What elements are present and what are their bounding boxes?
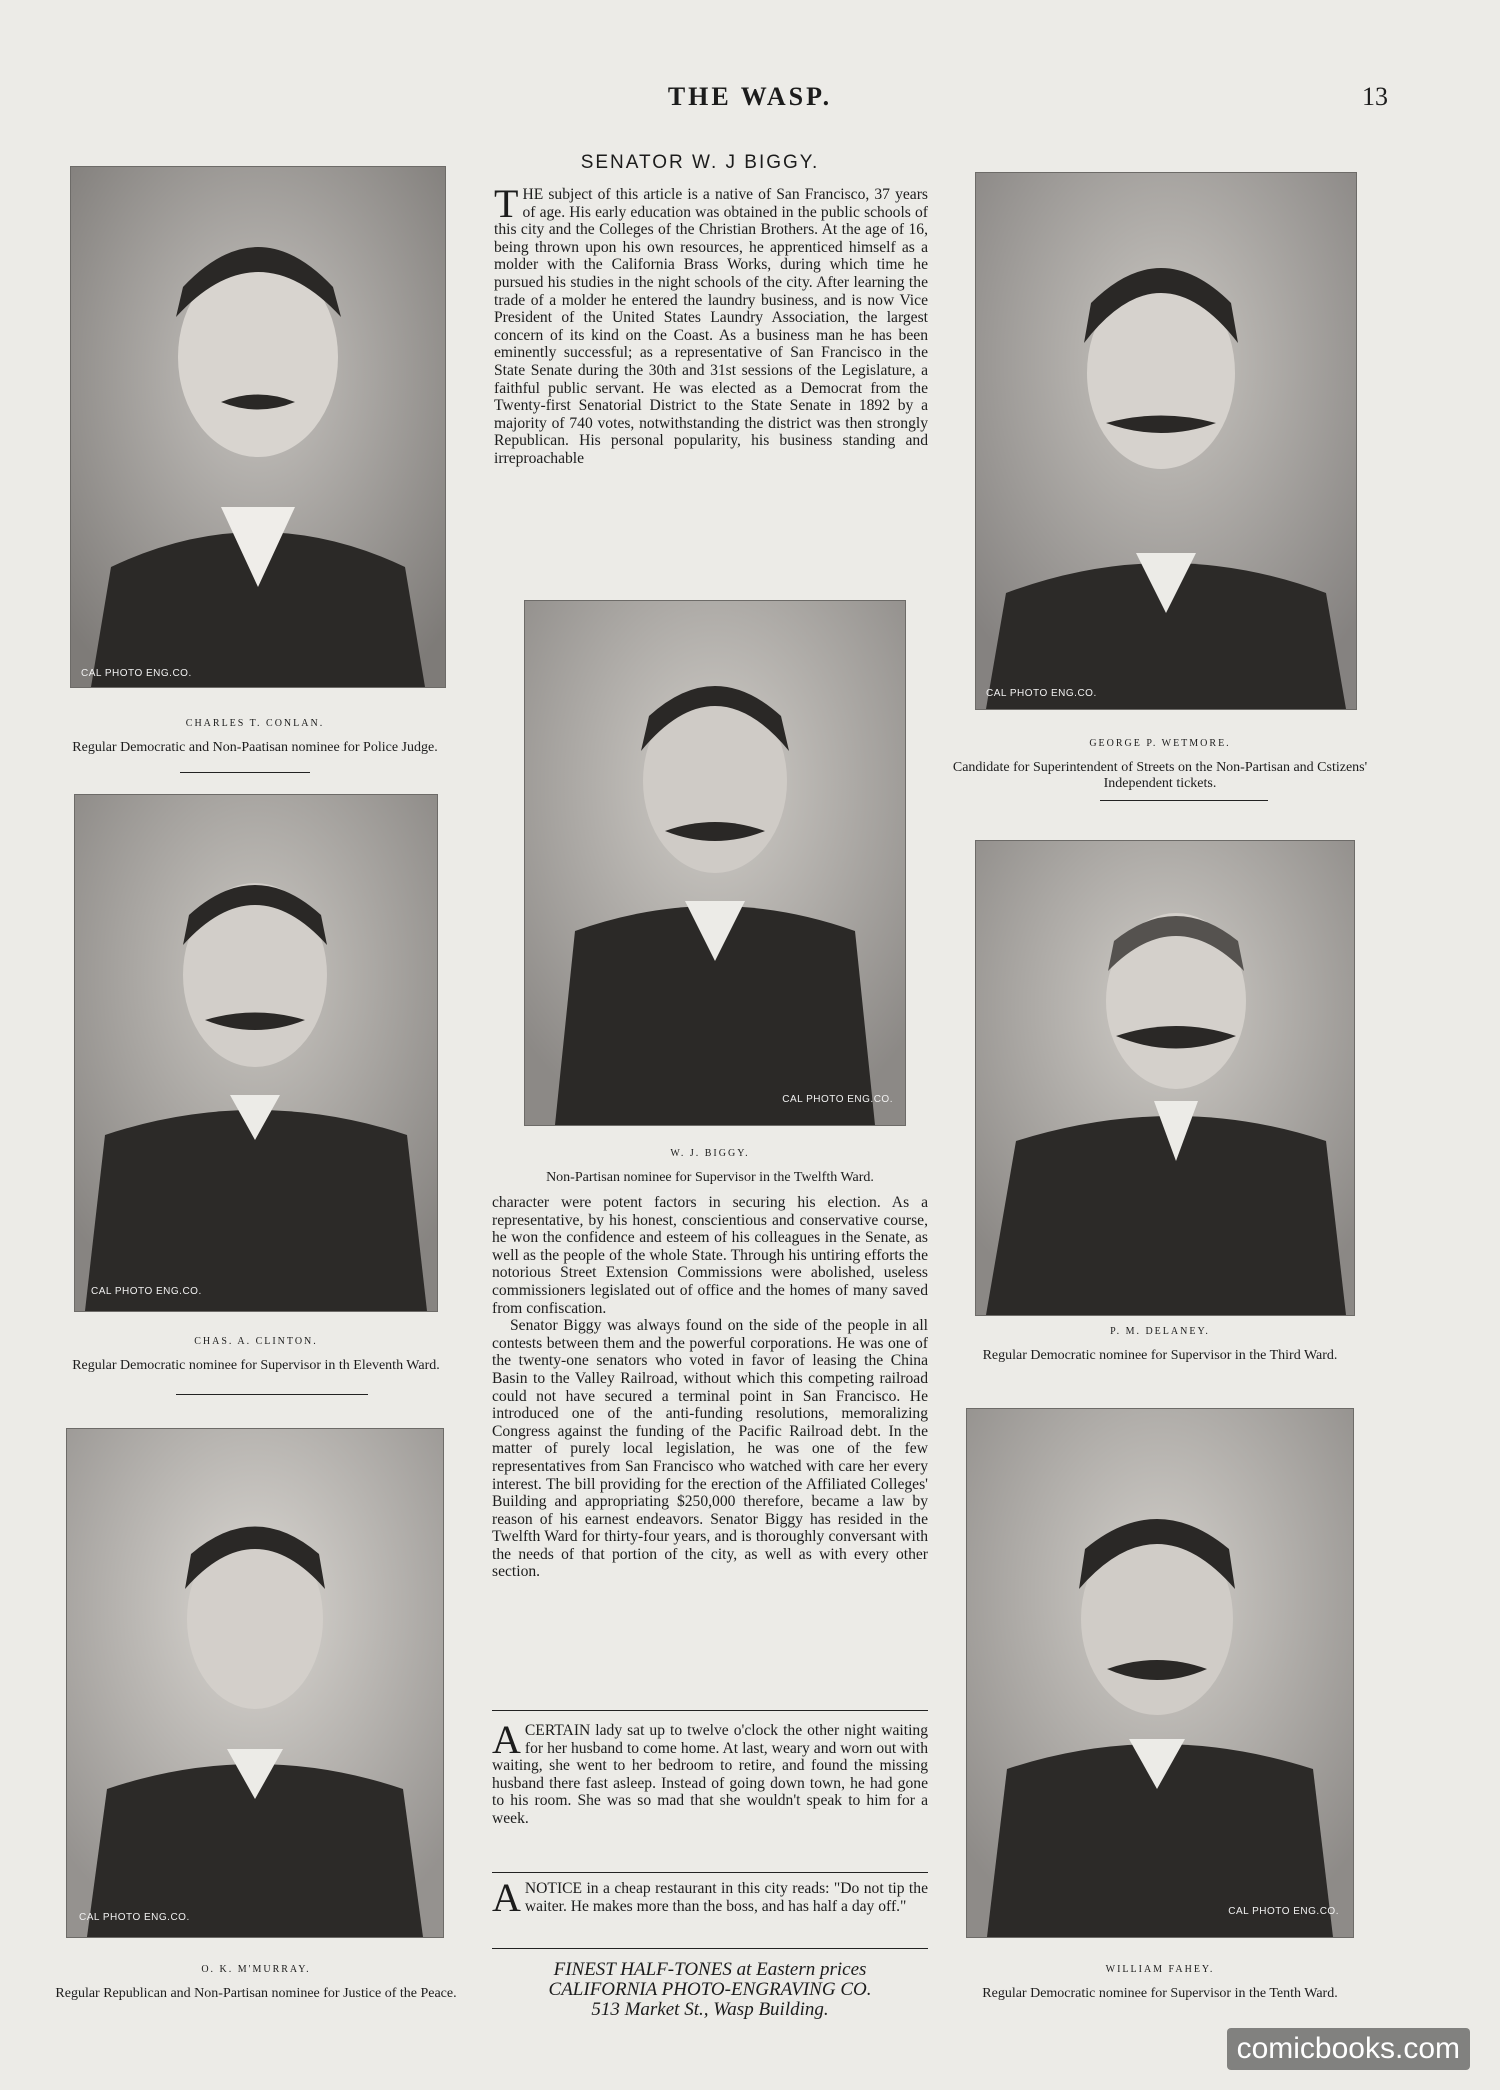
portrait-name: CHAS. A. CLINTON. [194, 1336, 318, 1347]
portrait-photo-wetmore [975, 172, 1357, 710]
photo-credit: CAL PHOTO ENG.CO. [81, 668, 192, 679]
divider [492, 1710, 928, 1711]
anecdote-text: NOTICE in a cheap restaurant in this city reads: "Do not tip the waiter. He makes more than the boss, and has half a day off." [524, 1880, 928, 1915]
portrait-name: O. K. M'MURRAY. [201, 1964, 311, 1975]
drop-cap: A [492, 1875, 521, 1920]
article-text: HE subject of this article is a native of San Francisco, 37 years of age. His early education was obtained in the public schools of this city and the Colleges of the Christian Brothers. At the age of 16, being thrown upon his own resources, he apprenticed himself as a molder with the California Brass Works, during which time he pursued his studies in the night schools of the city. After learning the trade of a molder he entered the laundry business, and is now Vice President of the United States Laundry Association, the largest concern of its kind on the Coast. As a business man he has been eminently successful; as a representative of San Francisco in the State Senate during the 30th and 31st sessions of the Legislature, a faithful public servant. He was elected as a Democrat from the Twenty-first Senatorial District to the State Senate in 1892 by a majority of 740 votes, notwithstanding the district was then strongly Republican. His personal popularity, his business standing and irreproachable [494, 186, 928, 467]
article-body-part1 [494, 181, 928, 468]
divider [176, 1394, 368, 1395]
portrait-caption: Regular Republican and Non-Partisan nominee for Justice of the Peace. [55, 1986, 457, 2001]
anecdote-text: CERTAIN lady sat up to twelve o'clock the other night waiting for her husband to come home. At last, weary and worn out with waiting, she went to her bedroom to retire, and found the missing husband there fast asleep. Instead of going down town, he had gone to his room. She was so mad that she wouldn't speak to him for a week. [492, 1722, 928, 1827]
caption-fahey [940, 1962, 1380, 2002]
photo-credit: CAL PHOTO ENG.CO. [91, 1286, 202, 1297]
caption-delaney [940, 1324, 1380, 1364]
portrait-name: CHARLES T. CONLAN. [185, 718, 325, 729]
portrait-caption: Candidate for Superintendent of Streets on the Non-Partisan and Cstizens' Independent tickets. [952, 760, 1368, 791]
caption-murray [34, 1962, 478, 2002]
article-body-part2 [492, 1194, 928, 1581]
portrait-photo-biggy [524, 600, 906, 1126]
article-title: SENATOR W. J BIGGY. [580, 152, 820, 173]
portrait-caption: Regular Democratic and Non-Paatisan nominee for Police Judge. [72, 740, 438, 755]
divider [180, 772, 310, 773]
article-text: Senator Biggy was always found on the side of the people in all contests between them and the powerful corporations. He was one of the twenty-one senators who voted in favor of leasing the China Basin to the Valley Railroad, without which this competing railroad could not have secured a terminal point in San Francisco. He introduced one of the anti-funding resolutions, memoralizing Congress against the funding of the Pacific Railroad debt. In the matter of purely local legislation, he was one of the few representatives from San Francisco who watched with care her every interest. The bill providing for the erection of the Affiliated Colleges' Building and appropriating $250,000 therefore, became a law by reason of his earnest endeavors. Senator Biggy has resided in the Twelfth Ward for thirty-four years, and is thoroughly conversant with the needs of that portion of the city, as well as with every other section. [492, 1317, 928, 1581]
portrait-photo-fahey [966, 1408, 1354, 1938]
portrait-caption: Regular Democratic nominee for Supervisor in the Third Ward. [982, 1348, 1338, 1363]
portrait-name: W. J. BIGGY. [670, 1148, 750, 1159]
divider [492, 1948, 928, 1949]
drop-cap: T [494, 181, 519, 226]
portrait-photo-conlan [70, 166, 446, 688]
page-title: THE WASP. [667, 82, 833, 111]
caption-conlan [50, 716, 460, 756]
photo-credit: CAL PHOTO ENG.CO. [782, 1094, 893, 1105]
portrait-name: P. M. DELANEY. [1110, 1326, 1210, 1337]
photo-credit: CAL PHOTO ENG.CO. [986, 688, 1097, 699]
watermark: comicbooks.com [1227, 2028, 1470, 2070]
caption-biggy [470, 1146, 950, 1186]
anecdote-notice [492, 1875, 928, 1920]
divider [1100, 800, 1268, 801]
article-text: character were potent factors in securing his election. As a representative, by his honest, conscientious and conservative course, he won the confidence and esteem of his colleagues in the Senate, as well as the people of the whole State. Through his untiring efforts the notorious Street Extension Commissions were abolished, useless commissioners legislated out of office and the homes of many saved from confiscation. [492, 1194, 928, 1317]
portrait-caption: Regular Democratic nominee for Supervisor in the Tenth Ward. [982, 1986, 1338, 2001]
drop-cap: A [492, 1717, 521, 1762]
advertisement [480, 1960, 940, 2020]
ad-line: FINEST HALF-TONES at Eastern prices [553, 1959, 867, 1980]
caption-wetmore [940, 736, 1380, 792]
photo-credit: CAL PHOTO ENG.CO. [79, 1912, 190, 1923]
page-number: 13 [1362, 82, 1388, 111]
portrait-name: GEORGE P. WETMORE. [1089, 738, 1231, 749]
portrait-photo-clinton [74, 794, 438, 1312]
divider [492, 1872, 928, 1873]
ad-line: 513 Market St., Wasp Building. [591, 1999, 829, 2020]
anecdote-lady [492, 1717, 928, 1828]
portrait-caption: Non-Partisan nominee for Supervisor in the Twelfth Ward. [546, 1170, 874, 1185]
caption-clinton [36, 1334, 476, 1374]
portrait-caption: Regular Democratic nominee for Supervisor in th Eleventh Ward. [72, 1358, 440, 1373]
ad-line: CALIFORNIA PHOTO-ENGRAVING CO. [548, 1979, 872, 2000]
photo-credit: CAL PHOTO ENG.CO. [1228, 1906, 1339, 1917]
portrait-photo-delaney [975, 840, 1355, 1316]
portrait-name: WILLIAM FAHEY. [1105, 1964, 1215, 1975]
portrait-photo-murray [66, 1428, 444, 1938]
